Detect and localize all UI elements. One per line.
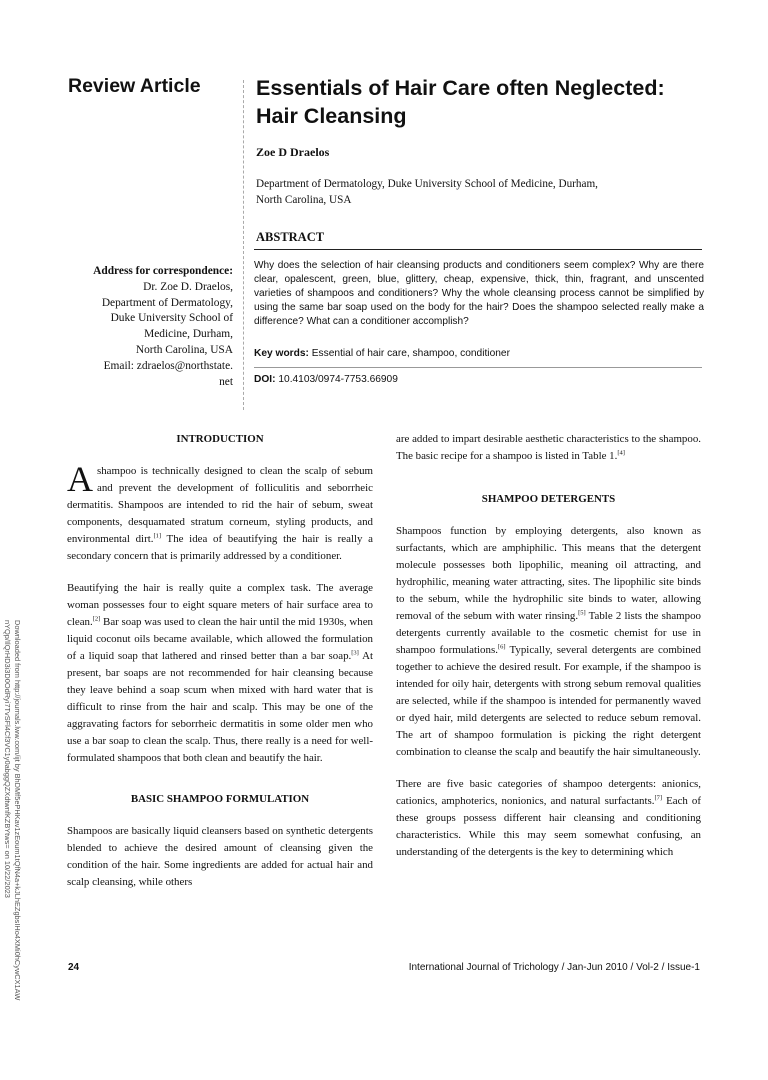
keywords-text: Essential of hair care, shampoo, conditioner — [311, 348, 510, 359]
citation-ref[interactable]: [2] — [92, 615, 101, 623]
correspondence-line: Dr. Zoe D. Draelos, — [143, 280, 233, 293]
affiliation — [256, 177, 676, 208]
section-heading-basic-formulation: BASIC SHAMPOO FORMULATION — [130, 793, 310, 805]
affiliation-line-2: North Carolina, USA — [256, 193, 352, 206]
abstract-text: Why does the selection of hair cleansing products and conditioners seem complex? Why are there clear, opalescent, green, blue, glittery, cheap, expensive, thick, thin, fragrant, and unscented varieties of shampoos and conditioners? Why the whole cleansing process cannot be simplified by using the same bar soap used on the body for the hair? Does the shampoo selected really make a difference? What can a conditioner accomplish? — [254, 260, 704, 328]
correspondence-line: Department of Dermatology, — [101, 296, 233, 309]
correspondence-line: Duke University School of — [110, 312, 233, 325]
keywords-label: Key words: — [254, 348, 309, 359]
article-title — [256, 74, 726, 130]
journal-footer: International Journal of Trichology / Jan-Jun 2010 / Vol-2 / Issue-1 — [408, 962, 700, 973]
correspondence-email-end[interactable]: net — [219, 375, 233, 388]
drop-cap: A — [67, 459, 93, 499]
author-name: Zoe D Draelos — [256, 145, 330, 159]
section-label: Review Article — [68, 75, 201, 97]
page-number: 24 — [68, 962, 80, 973]
correspondence-email[interactable]: Email: zdraelos@northstate. — [103, 359, 233, 372]
citation-ref[interactable]: [4] — [617, 449, 625, 457]
paragraph: are added to impart desirable aesthetic characteristics to the shampoo. The basic recipe for a shampoo is listed in Table 1.[4] — [396, 433, 701, 462]
abstract-rule — [254, 249, 702, 250]
watermark-line-1: Downloaded from http://journals.lww.com/ijt by BhDMf5ePHKav1zEoum1tQfN4a+kJLhEZgbsIHo4XMi0hCywCX1AW — [13, 620, 22, 1001]
correspondence-line: Medicine, Durham, — [144, 328, 233, 341]
section-heading-shampoo-detergents: SHAMPOO DETERGENTS — [481, 493, 616, 505]
title-line-1: Essentials of Hair Care often Neglected: — [256, 76, 665, 100]
section-heading-introduction: INTRODUCTION — [176, 433, 264, 445]
keywords-rule — [254, 367, 702, 368]
correspondence-line: North Carolina, USA — [135, 343, 233, 356]
doi-link[interactable]: 10.4103/0974-7753.66909 — [278, 374, 398, 385]
body-column-right — [396, 431, 701, 861]
citation-ref[interactable]: [3] — [351, 649, 359, 657]
correspondence-label: Address for correspondence: — [93, 265, 233, 277]
correspondence-block — [60, 264, 233, 390]
paragraph: Shampoos function by employing detergents, also known as surfactants, which are amphiphilic. This means that the detergent molecule possesses both lipophilic, meaning oil attracting, and hydrophilic, meaning water attracting, sites. The lipophilic site binds to the sebum, while the hydrophilic site binds to water, allowing removal of the sebum with water rinsing.[5] Table 2 lists the shampoo detergents currently available to the cosmetic chemist for use in shampoo formulations.[6] Typically, several detergents are combined together to achieve the desired result. For example, if the shampoo is intended for oily hair, detergents with strong sebum removal qualities are selected, while if the shampoo is intended for permanently waved or dyed hair, mild detergents are selected to reduce sebum removal. The art of shampoo formulation is picking the right detergent combination to cleanse the scalp and beautify the hair simultaneously. — [396, 525, 701, 758]
affiliation-line-1: Department of Dermatology, Duke University School of Medicine, Durham, — [256, 178, 598, 190]
paragraph: Shampoos are basically liquid cleansers based on synthetic detergents blended to achieve the desired amount of cleansing given the condition of the hair. Some ingredients are added for actual hair and scalp cleansing, while others — [67, 825, 373, 888]
abstract-heading: ABSTRACT — [256, 230, 325, 244]
paragraph: Ashampoo is technically designed to clean the scalp of sebum and prevent the development of folliculitis and seborrheic dermatitis. Shampoos are intended to rid the hair of sebum, sweat components, desquamated stratum corneum, styling products, and environmental dirt.[1] The idea of beautifying the hair is really a secondary concern that is primarily addressed by a conditioner. — [67, 459, 373, 562]
body-column-left — [67, 431, 373, 891]
watermark-line-2: nYQp/IlQrHD3i3D0OdRyi7TvSFl4Cf3VC1y0abggQZXdtwnfKZBYtws= on 10/22/2023 — [3, 620, 12, 898]
keywords — [254, 348, 704, 359]
vertical-divider — [243, 80, 244, 410]
paragraph: Beautifying the hair is really quite a complex task. The average woman possesses four to eight square meters of hair surface area to clean.[2] Bar soap was used to clean the hair until the mid 1930s, when liquid coconut oils became available, which allowed the formulation of a liquid soap that lathered and rinsed better than a bar soap.[3] At present, bar soaps are not recommended for hair cleansing because they leave behind a soap scum when mixed with hard water that is difficult to rinse from the hair and scalp. This may be one of the aggravating factors for seborrheic dermatitis in some older men who use a bar soap to clean the scalp. Thus, there really is a need for well-formulated shampoos that both clean and beautify the hair. — [67, 582, 373, 764]
paragraph: There are five basic categories of shampoo detergents: anionics, cationics, amphoterics, nonionics, and natural surfactants.[7] Each of these groups possess different hair cleansing and conditioning characteristics. While this may seem somewhat confusing, an understanding of the detergents is the key to determining which — [396, 778, 701, 858]
download-watermark — [2, 620, 22, 1080]
title-line-2: Hair Cleansing — [256, 104, 407, 128]
citation-ref[interactable]: [1] — [153, 532, 162, 540]
doi — [254, 374, 398, 385]
citation-ref[interactable]: [5] — [578, 609, 586, 617]
citation-ref[interactable]: [7] — [654, 794, 663, 802]
doi-label: DOI: — [254, 374, 276, 385]
citation-ref[interactable]: [6] — [497, 643, 506, 651]
